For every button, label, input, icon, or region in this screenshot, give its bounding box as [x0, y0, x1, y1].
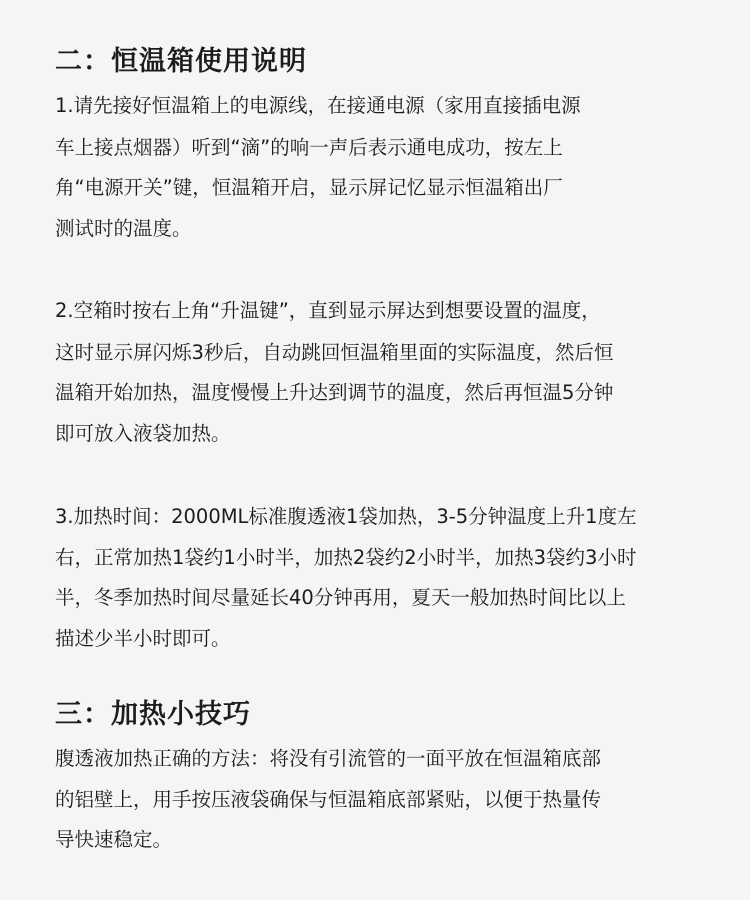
text-line: 测试时的温度。: [55, 217, 192, 240]
text-line: 导快速稳定。: [55, 828, 173, 851]
text-line: 即可放入液袋加热。: [55, 422, 231, 445]
text-line: 的铝壁上，用手按压液袋确保与恒温箱底部紧贴，以便于热量传: [55, 788, 602, 811]
text-line: 2.空箱时按右上角“升温键”，直到显示屏达到想要设置的温度，: [55, 299, 601, 322]
section-title-usage: 二：恒温箱使用说明: [55, 46, 307, 77]
section-title-tips: 三：加热小技巧: [55, 699, 251, 730]
text-line: 这时显示屏闪烁3秒后，自动跳回恒温箱里面的实际温度，然后恒: [55, 341, 614, 364]
text-line: 1.请先接好恒温箱上的电源线，在接通电源（家用直接插电源: [55, 94, 581, 117]
text-line: 右，正常加热1袋约1小时半，加热2袋约2小时半，加热3袋约3小时: [55, 546, 637, 569]
text-line: 腹透液加热正确的方法：将没有引流管的一面平放在恒温箱底部: [55, 747, 602, 770]
text-line: 车上接点烟器）听到“滴”的响一声后表示通电成功，按左上: [55, 136, 563, 159]
text-line: 3.加热时间：2000ML标准腹透液1袋加热，3-5分钟温度上升1度左: [55, 505, 637, 528]
text-line: 半，冬季加热时间尽量延长40分钟再用，夏天一般加热时间比以上: [55, 586, 626, 609]
text-line: 角“电源开关”键，恒温箱开启，显示屏记忆显示恒温箱出厂: [55, 176, 563, 199]
text-line: 描述少半小时即可。: [55, 627, 231, 650]
text-line: 温箱开始加热，温度慢慢上升达到调节的温度，然后再恒温5分钟: [55, 381, 614, 404]
